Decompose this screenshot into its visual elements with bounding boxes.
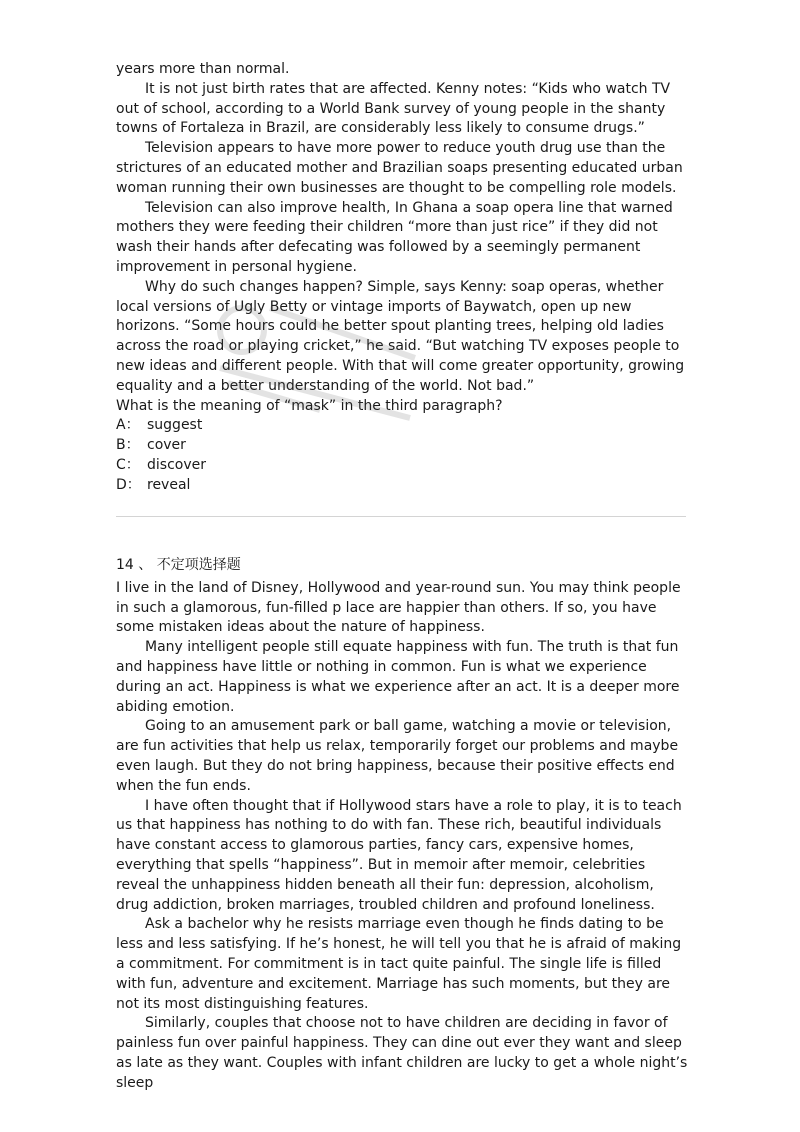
passage-1 bbox=[116, 60, 690, 496]
passage-1-paragraph-2: It is not just birth rates that are affected. Kenny notes: “Kids who watch TV out of school, according to a World Bank survey of young people in the shanty towns of Fortaleza in Brazil, are considerably less likely to consume drugs.” bbox=[116, 80, 671, 137]
passage-2-paragraph-3: Going to an amusement park or ball game, watching a movie or television, are fun activities that help us relax, temporarily forget our problems and maybe even laugh. But they do not bring happiness, because their positive effects end when the fun ends. bbox=[116, 718, 679, 794]
option-a-label: A： bbox=[116, 417, 140, 434]
question-14-heading: 14 、 不定项选择题 bbox=[116, 557, 241, 573]
passage-2-paragraph-2: Many intelligent people still equate happiness with fun. The truth is that fun and happiness have little or nothing in common. Fun is what we experience during an act. Happiness is what we experience after an act. It is a deeper more abiding emotion. bbox=[116, 639, 680, 715]
option-c-text: discover bbox=[147, 456, 206, 473]
option-c[interactable] bbox=[116, 456, 690, 476]
option-c-label: C： bbox=[116, 456, 140, 473]
question-14 bbox=[116, 556, 690, 1094]
option-b[interactable] bbox=[116, 436, 690, 456]
option-b-label: B： bbox=[116, 437, 140, 454]
passage-1-paragraph-4: Television can also improve health, In Ghana a soap opera line that warned mothers they were feeding their children “more than just rice” if they did not wash their hands after defecating was followed by a seemingly permanent improvement in personal hygiene. bbox=[116, 199, 673, 275]
option-d[interactable] bbox=[116, 476, 690, 496]
section-divider bbox=[116, 516, 686, 517]
option-d-text: reveal bbox=[147, 476, 191, 493]
passage-2-paragraph-6: Similarly, couples that choose not to have children are deciding in favor of painless fun over painful happiness. They can dine out ever they want and sleep as late as they want. Couples with infant children are lucky to get a whole night’s sleep bbox=[116, 1015, 688, 1091]
option-a-text: suggest bbox=[147, 417, 203, 434]
passage-1-paragraph-5: Why do such changes happen? Simple, says Kenny: soap operas, whether local versions of Ugly Betty or vintage imports of Baywatch, open up new horizons. “Some hours could he better spout planting trees, helping old ladies across the road or playing cricket,” he said. “But watching TV exposes people to new ideas and different people. With that will come greater opportunity, growing equality and a better understanding of the world. Not bad.” bbox=[116, 278, 685, 394]
passage-1-paragraph-3: Television appears to have more power to reduce youth drug use than the strictures of an educated mother and Brazilian soaps presenting educated urban woman running their own businesses are thought to be compelling role models. bbox=[116, 140, 683, 196]
answer-options bbox=[116, 416, 690, 495]
passage-1-paragraph-1: years more than normal. bbox=[116, 61, 290, 77]
passage-2-paragraph-1: I live in the land of Disney, Hollywood and year-round sun. You may think people in such a glamorous, fun-filled p lace are happier than others. If so, you have some mistaken ideas about the nature of happiness. bbox=[116, 579, 681, 636]
passage-2-paragraph-4: I have often thought that if Hollywood stars have a role to play, it is to teach us that happiness has nothing to do with fan. These rich, beautiful individuals have constant access to glamorous parties, fancy cars, expensive homes, everything that spells “happiness”. But in memoir after memoir, celebrities reveal the unhappiness hidden beneath all their fun: depression, alcoholism, drug addiction, broken marriages, troubled children and profound loneliness. bbox=[116, 797, 682, 913]
question-text: What is the meaning of “mask” in the third paragraph? bbox=[116, 397, 503, 414]
option-b-text: cover bbox=[147, 437, 186, 454]
passage-2-paragraph-5: Ask a bachelor why he resists marriage even though he finds dating to be less and less satisfying. If he’s honest, he will tell you that he is afraid of making a commitment. For commitment is in tact quite painful. The single life is filled with fun, adventure and excitement. Marriage has such moments, but they are not its most distinguishing features. bbox=[116, 916, 682, 1012]
option-d-label: D： bbox=[116, 476, 141, 493]
option-a[interactable] bbox=[116, 416, 690, 436]
